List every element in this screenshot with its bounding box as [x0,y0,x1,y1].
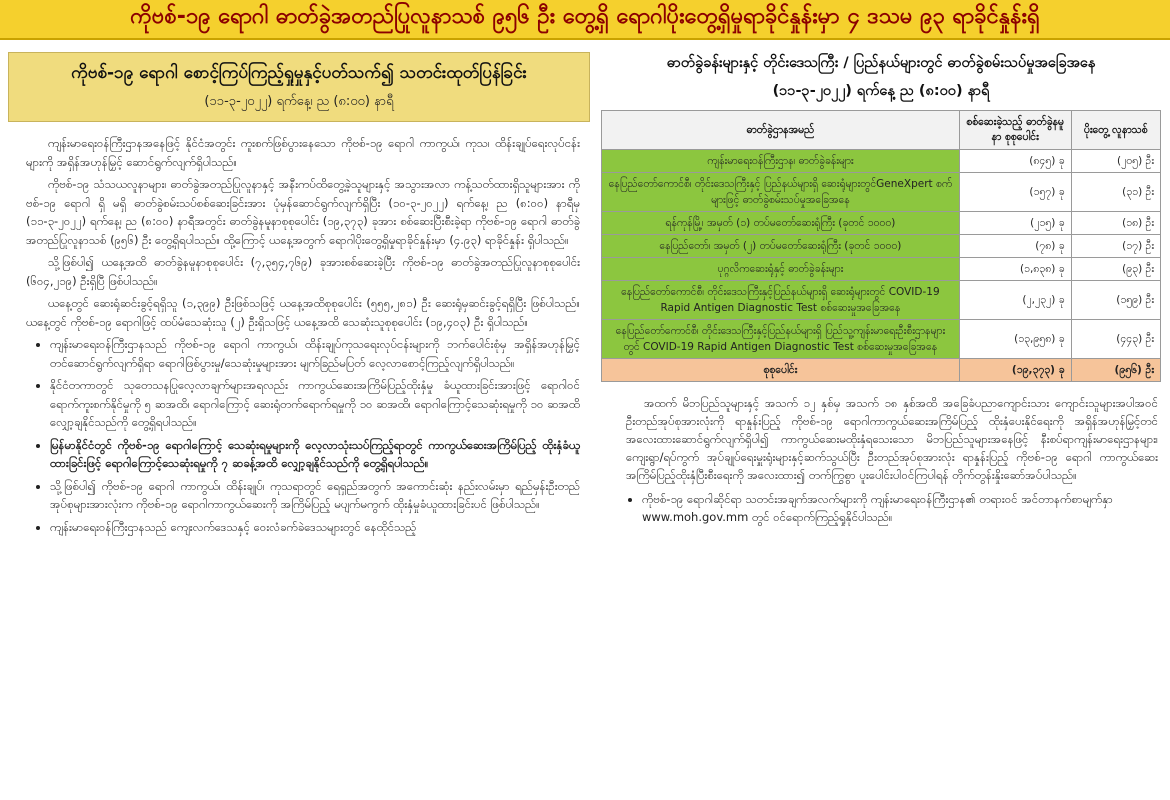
table-row [602,212,1161,235]
total-label-cell: စုစုပေါင်း [602,359,960,382]
total-tested-cell: (၁၉,၃၇၃) ခု [959,359,1071,382]
paragraph: သို့ဖြစ်ပါ၍ ယနေ့အထိ ဓာတ်ခွဲနမူနာစုစုပေါင်း (၇,၃၅၄,၇၆၉) ခုအားစစ်ဆေးခဲ့ပြီး ကိုဗစ်-၁၉ ဓာတ်ခွဲအတည်ပြုလူနာစုစုပေါင်း (၆၀၄,၂၁၉) ဦးရှိပြီ ဖြစ်ပါသည်။ [26,255,580,288]
bullet-item: • သို့ဖြစ်ပါ၍ ကိုဗစ်-၁၉ ရောဂါ ကာကွယ်၊ ထိန်းချုပ်၊ ကုသရာတွင် ရေရှည်အတွက် အကောင်းဆုံး နည်းလမ်းမှာ ရည်မှန်းဦးတည်အုပ်စုများအားလုံးက ကိုဗစ်-၁၉ ရောဂါကာကွယ်ဆေးကို အကြိမ်ပြည့် မပျက်မကွက် ထိုးနှံမှုခံယူထားခြင်းပင် ဖြစ်ပါသည်။ [50,477,580,514]
positive-cell: (၉၃) ဦး [1071,258,1160,281]
table-row [602,150,1161,173]
table-row [602,258,1161,281]
bullet-list [26,335,580,536]
tested-cell: (၂၁၅) ခု [959,212,1071,235]
tested-cell: (၁၃,၉၅၈) ခု [959,320,1071,359]
lab-name-cell: ကျန်းမာရေးဝန်ကြီးဌာန၊ ဓာတ်ခွဲခန်းများ [602,150,960,173]
lab-status-body [598,382,1164,526]
positive-cell: (၂၀၅) ဦး [1071,150,1160,173]
headline: ကိုဗစ်-၁၉ ရောဂါ ဓာတ်ခွဲအတည်ပြုလူနာသစ် ၉၅၆ ဦး တွေ့ရှိ ရောဂါပိုးတွေ့ရှိမှုရာခိုင်နှုန်းမှာ ၄ ဒသမ ၉၃ ရာခိုင်နှုန်းရှိ [130,4,1040,29]
lab-status-column [598,52,1164,800]
paragraph: ကျန်းမာရေးဝန်ကြီးဌာနအနေဖြင့် နိုင်ငံအတွင်း ကူးစက်ဖြစ်ပွားနေသော ကိုဗစ်-၁၉ ရောဂါ ကာကွယ်၊ ကုသ၊ ထိန်းချုပ်ရေးလုပ်ငန်းများကို အရှိန်အဟုန်မြှင့် ဆောင်ရွက်လျက်ရှိပါသည်။ [26,136,580,169]
positive-cell: (၄၄၃) ဦး [1071,320,1160,359]
lab-status-date: (၁၁-၃-၂၀၂၂) ရက်နေ့ ည (၈:၀၀) နာရီ [772,83,990,99]
table-row [602,281,1161,320]
paragraph: ယနေ့တွင် ဆေးရုံဆင်းခွင့်ရရှိသူ (၁,၃၉၉) ဦးဖြစ်သဖြင့် ယနေ့အထိစုစုပေါင်း (၅၅၅,၂၈၁) ဦး ဆေးရုံမှဆင်းခွင့်ရရှိပြီး ဖြစ်ပါသည်။ ယနေ့တွင် ကိုဗစ်-၁၉ ရောဂါဖြင့် ထပ်မံသေဆုံးသူ (၂) ဦးရှိသဖြင့် ယနေ့အထိ သေဆုံးသူစုစုပေါင်း (၁၉,၄၀၃) ဦး ရှိပါသည်။ [26,296,580,329]
table-row [602,320,1161,359]
table-row [602,235,1161,258]
lab-name-cell: နေပြည်တော်ကောင်စီ၊ တိုင်းဒေသကြီးနှင့် ပြည်နယ်များရှိ ဆေးရုံများတွင်GeneXpert စက်များဖြင့် ဓာတ်ခွဲစမ်းသပ်မှုအခြေအနေ [602,173,960,212]
tested-cell: (၁,၈၃၈) ခု [959,258,1071,281]
lab-name-cell: နေပြည်တော်ကောင်စီ၊ တိုင်းဒေသကြီးနှင့်ပြည်နယ်များရှိ ဆေးရုံများတွင် COVID-19 Rapid Antigen Diagnostic Test စစ်ဆေးမှုအခြေအနေ [602,281,960,320]
lab-name-cell: ရန်ကုန်မြို့၊ အမှတ် (၁) တပ်မတော်ဆေးရုံကြီး (ခုတင် ၁၀၀၀) [602,212,960,235]
positive-cell: (၁၇) ဦး [1071,235,1160,258]
lab-name-cell: နေပြည်တော်၊ အမှတ် (၂) တပ်မတော်ဆေးရုံကြီး (ခုတင် ၁၀၀၀) [602,235,960,258]
press-release-title: ကိုဗစ်-၁၉ ရောဂါ စောင့်ကြပ်ကြည့်ရှုမှုနှင့်ပတ်သက်၍ သတင်းထုတ်ပြန်ခြင်း [71,63,527,83]
table-row [602,173,1161,212]
lab-name-cell: နေပြည်တော်ကောင်စီ၊ တိုင်းဒေသကြီးနှင့်ပြည်နယ်များရှိ ပြည်သူ့ကျန်းမာရေးဦးစီးဌာနများတွင် COVID-19 Rapid Antigen Diagnostic Test စစ်ဆေးမှုအခြေအနေ [602,320,960,359]
total-positive-cell: (၉၅၆) ဦး [1071,359,1160,382]
lab-status-header [598,52,1164,102]
tested-cell: (၂,၂၃၂) ခု [959,281,1071,320]
total-row [602,359,1161,382]
press-release-header [8,52,590,122]
bullet-item: • ကိုဗစ်-၁၉ ရောဂါဆိုင်ရာ သတင်းအချက်အလက်များကို ကျန်းမာရေးဝန်ကြီးဌာန၏ တရားဝင် အင်တာနက်စာမျက်နှာ www.moh.gov.mm တွင် ဝင်ရောက်ကြည့်ရှုနိုင်ပါသည်။ [642,490,1158,526]
paragraph: ကိုဗစ်-၁၉ သံသယလူနာများ၊ ဓာတ်ခွဲအတည်ပြုလူနာနှင့် အနီးကပ်ထိတွေ့ခဲ့သူများနှင့် အသွားအလာ ကန့်သတ်ထားရှိသူများအား ကိုဗစ်-၁၉ ရောဂါ ရှိ မရှိ ဓာတ်ခွဲစမ်းသပ်စစ်ဆေးခြင်းအား ပုံမှန်ဆောင်ရွက်လျက်ရှိပြီး (၁၀-၃-၂၀၂၂) ရက်နေ့၊ ည (၈:၀၀) နာရီမှ (၁၁-၃-၂၀၂၂) ရက်နေ့၊ ည (၈:၀၀) နာရီအတွင်း ဓာတ်ခွဲနမူနာစုစုပေါင်း (၁၉,၃၇၃) ခုအား စစ်ဆေးပြီးစီးခဲ့ရာ ကိုဗစ်-၁၉ ရောဂါ ဓာတ်ခွဲအတည်ပြုလူနာသစ် (၉၅၆) ဦး တွေ့ရှိရပါသည်။ ထို့ကြောင့် ယနေ့အတွက် ရောဂါပိုးတွေ့ရှိမှုရာခိုင်နှုန်းမှာ (၄.၉၃) ရာခိုင်နှုန်း ရှိပါသည်။ [26,177,580,247]
bullet-item: • နိုင်ငံတကာတွင် သုတေသနပြုလေ့လာချက်များအရလည်း ကာကွယ်ဆေးအကြိမ်ပြည့်ထိုးနှံမှု ခံယူထားခြင်းအားဖြင့် ရောဂါဝင်ရောက်ကူးစက်နိုင်မှုကို ၅ ဆအထိ၊ ရောဂါကြောင့် ဆေးရုံတက်ရောက်ရမှုကို ၁၀ ဆအထိ၊ ရောဂါကြောင့်သေဆုံးရမှုကို ၁၀ ဆအထိ လျှော့ချနိုင်သည်ကို တွေ့ရှိရပါသည်။ [50,376,580,432]
tested-cell: (၁၅၇) ခု [959,173,1071,212]
tested-cell: (၇၈) ခု [959,235,1071,258]
headline-banner [0,0,1170,40]
positive-cell: (၃၁) ဦး [1071,173,1160,212]
lab-status-table [601,110,1161,382]
press-release-body [8,122,590,536]
tested-cell: (၈၄၅) ခု [959,150,1071,173]
header-positive: ပိုးတွေ့ လူနာသစ် [1071,111,1160,150]
press-release-column [8,52,590,800]
table-header-row [602,111,1161,150]
press-release-date: (၁၁-၃-၂၀၂၂) ရက်နေ့၊ ည (၈:၀၀) နာရီ [204,94,394,109]
lab-name-cell: ပုဂ္ဂလိကဆေးရုံနှင့် ဓာတ်ခွဲခန်းများ [602,258,960,281]
header-lab-name: ဓာတ်ခွဲဌာနအမည် [602,111,960,150]
bullet-item: • ကျန်းမာရေးဝန်ကြီးဌာနသည် ကိုဗစ်-၁၉ ရောဂါ ကာကွယ်၊ ထိန်းချုပ်ကုသရေးလုပ်ငန်းများကို ဘက်ပေါင်းစုံမှ အရှိန်အဟုန်မြှင့်တင်ဆောင်ရွက်လျက်ရှိရာ ရောဂါဖြစ်ပွားမှု/သေဆုံးမှုများအား မျက်ခြည်မပြတ် လေ့လာစောင့်ကြည့်လျက်ရှိပါသည်။ [50,335,580,372]
positive-cell: (၁၅၉) ဦး [1071,281,1160,320]
paragraph: အထက် မိဘပြည်သူများနှင့် အသက် ၁၂ နှစ်မှ အသက် ၁၈ နှစ်အထိ အခြေခံပညာကျောင်းသား ကျောင်းသူများအပါအဝင် ဦးတည်အုပ်စုအားလုံးကို ရာနှုန်းပြည့် ကိုဗစ်-၁၉ ရောဂါကာကွယ်ဆေးအကြိမ်ပြည့် ထိုးနှံပေးနိုင်ရေးကို အရှိန်အဟုန်မြှင့်တင် အလေးထားဆောင်ရွက်လျက်ရှိပါ၍ ကာကွယ်ဆေးမထိုးနှံရသေးသော မိဘပြည်သူများအနေဖြင့် နီးစပ်ရာကျန်းမာရေးဌာနများ၊ ကျေးရွာ/ရပ်ကွက် အုပ်ချုပ်ရေးမှူးရုံးများနှင့်ဆက်သွယ်ပြီး ဦးတည်အုပ်စုအားလုံး ရာနှုန်းပြည့် ကိုဗစ်-၁၉ ရောဂါ ကာကွယ်ဆေး အကြိမ်ပြည့်ထိုးနှံပြီးစီးရေးကို အလေးထား၍ တက်ကြွစွာ ပူးပေါင်းပါဝင်ကြပါရန် တိုက်တွန်းနှိုးဆော်အပ်ပါသည်။ [626,396,1158,482]
header-tested: စစ်ဆေးခဲ့သည့် ဓာတ်ခွဲနမူနာ စုစုပေါင်း [959,111,1071,150]
positive-cell: (၁၈) ဦး [1071,212,1160,235]
lab-status-title: ဓာတ်ခွဲခန်းများနှင့် တိုင်းဒေသကြီး / ပြည်နယ်များတွင် ဓာတ်ခွဲစမ်းသပ်မှုအခြေအနေ [666,55,1096,71]
bullet-list [626,490,1158,526]
bullet-item-bold: • မြန်မာနိုင်ငံတွင် ကိုဗစ်-၁၉ ရောဂါကြောင့် သေဆုံးရမှုများကို လေ့လာသုံးသပ်ကြည့်ရာတွင် ကာကွယ်ဆေးအကြိမ်ပြည့် ထိုးနှံခံယူထားခြင်းဖြင့် ရောဂါကြောင့်သေဆုံးရမှုကို ၇ ဆခန့်အထိ လျှော့ချနိုင်သည်ကို တွေ့ရှိရပါသည်။ [50,436,580,473]
bullet-item: • ကျန်းမာရေးဝန်ကြီးဌာနသည် ကျေးလက်ဒေသနှင့် ဝေးလံခက်ခဲဒေသများတွင် နေထိုင်သည့် [50,518,580,537]
